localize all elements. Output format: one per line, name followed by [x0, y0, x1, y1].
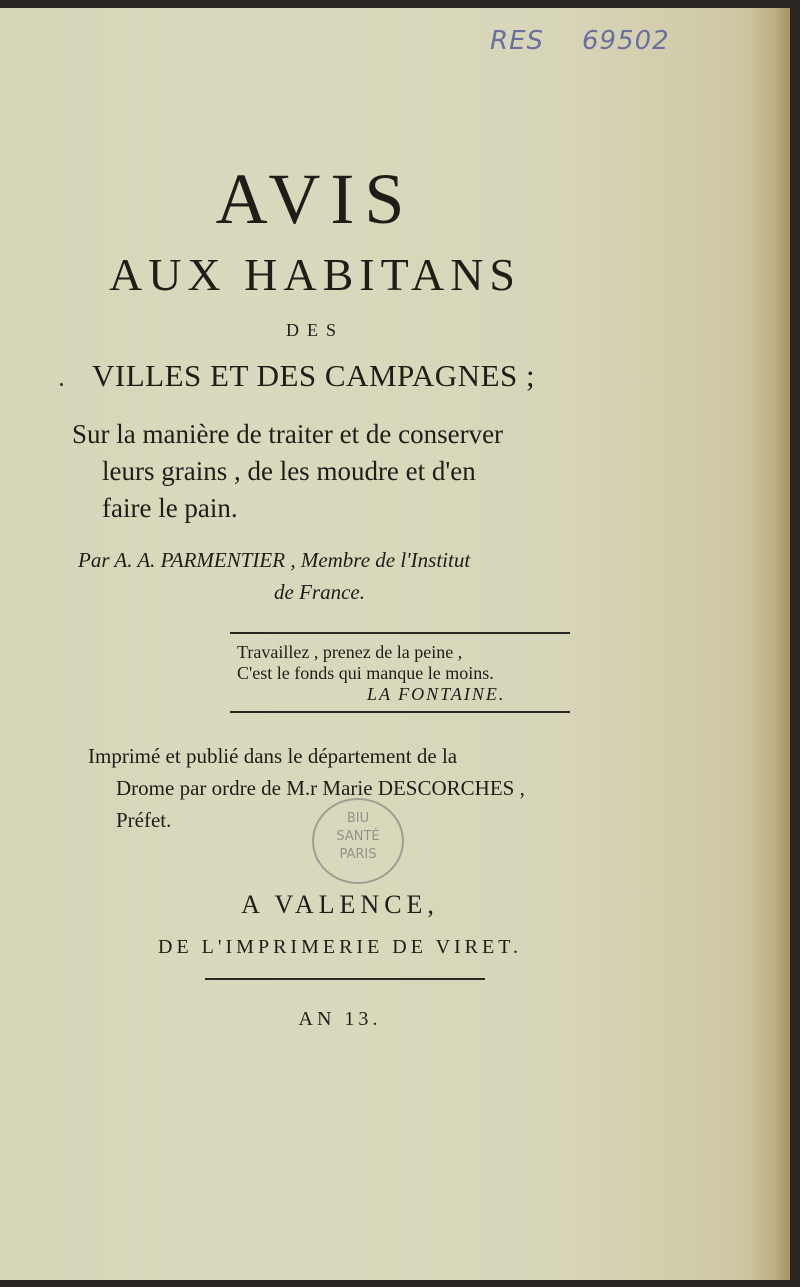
shelfmark-number: 69502 — [582, 26, 670, 56]
shelfmark-prefix: RES — [490, 26, 544, 56]
author-line-2: de France. — [274, 580, 365, 604]
library-stamp — [312, 798, 404, 884]
rule-publication — [205, 978, 485, 980]
author-statement — [78, 544, 578, 608]
imprint-line-3: Préfet. — [116, 808, 172, 832]
title-page — [0, 8, 790, 1280]
imprint-line-2: Drome par ordre de M.r Marie DESCORCHES , — [116, 776, 525, 800]
author-line-1: Par A. A. PARMENTIER , Membre de l'Institut — [78, 548, 471, 572]
subtitle-line-3: faire le pain. — [102, 493, 238, 523]
stamp-line-3: PARIS — [339, 847, 377, 862]
title-aux-habitans: AUX HABITANS — [108, 249, 522, 300]
shelfmark-annotation — [490, 26, 708, 56]
subtitle — [72, 416, 572, 527]
epigraph-line-1: Travaillez , prenez de la peine , — [237, 642, 463, 662]
title-des: DES — [285, 320, 344, 340]
worn-page-edge — [750, 8, 790, 1280]
title-avis: AVIS — [215, 159, 415, 239]
ink-dot — [60, 383, 63, 386]
subtitle-line-1: Sur la manière de traiter et de conserver — [72, 419, 504, 449]
epigraph — [237, 642, 505, 705]
publication-year: AN 13. — [298, 1008, 382, 1030]
publication-city: A VALENCE, — [241, 890, 439, 919]
epigraph-line-2: C'est le fonds qui manque le moins. — [237, 663, 494, 683]
imprint-line-1: Imprimé et publié dans le département de la — [88, 744, 458, 768]
title-villes-campagnes: VILLES ET DES CAMPAGNES ; — [92, 358, 536, 393]
rule-bottom — [230, 711, 570, 713]
epigraph-signature: LA FONTAINE. — [367, 684, 506, 704]
subtitle-line-2: leurs grains , de les moudre et d'en — [102, 456, 476, 486]
stamp-line-1: BIU — [346, 811, 370, 826]
rule-top — [230, 632, 570, 634]
stamp-line-2: SANTÉ — [336, 829, 380, 844]
publication-printer: DE L'IMPRIMERIE DE VIRET. — [158, 936, 522, 958]
